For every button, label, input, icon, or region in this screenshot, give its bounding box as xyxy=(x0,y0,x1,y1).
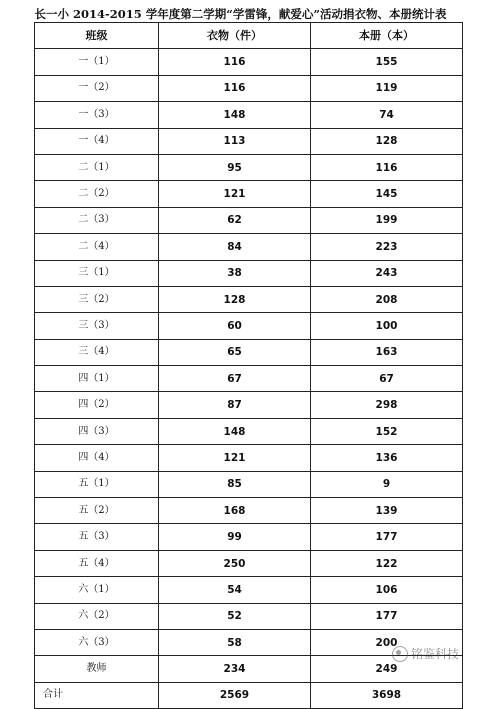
class-cell: 五（1） xyxy=(35,471,159,497)
books-cell: 136 xyxy=(311,445,463,471)
table-row xyxy=(35,366,463,392)
clothes-cell: 116 xyxy=(159,75,311,101)
books-cell: 145 xyxy=(311,181,463,207)
books-cell: 106 xyxy=(311,577,463,603)
class-cell: 四（2） xyxy=(35,392,159,418)
watermark xyxy=(392,645,459,662)
wechat-icon xyxy=(392,646,408,662)
clothes-cell: 87 xyxy=(159,392,311,418)
books-cell: 200 xyxy=(311,629,463,655)
books-cell: 199 xyxy=(311,207,463,233)
class-cell: 一（2） xyxy=(35,75,159,101)
table-header-row xyxy=(35,23,463,49)
total-row xyxy=(35,682,463,708)
table-row xyxy=(35,102,463,128)
books-cell: 298 xyxy=(311,392,463,418)
clothes-cell: 67 xyxy=(159,366,311,392)
table-row xyxy=(35,577,463,603)
books-cell: 243 xyxy=(311,260,463,286)
table-row xyxy=(35,550,463,576)
clothes-cell: 54 xyxy=(159,577,311,603)
clothes-cell: 234 xyxy=(159,656,311,682)
class-cell: 六（1） xyxy=(35,577,159,603)
table-row xyxy=(35,128,463,154)
header-class: 班级 xyxy=(35,23,159,49)
page-title: 长一小 2014-2015 学年度第二学期“学雷锋，献爱心”活动捐衣物、本册统计表 xyxy=(34,7,447,21)
table-row xyxy=(35,260,463,286)
books-cell: 249 xyxy=(311,656,463,682)
books-cell: 152 xyxy=(311,418,463,444)
class-cell: 三（3） xyxy=(35,313,159,339)
clothes-cell: 148 xyxy=(159,418,311,444)
books-cell: 67 xyxy=(311,366,463,392)
class-cell: 五（3） xyxy=(35,524,159,550)
books-cell: 128 xyxy=(311,128,463,154)
table-row xyxy=(35,392,463,418)
table-row xyxy=(35,498,463,524)
clothes-cell: 38 xyxy=(159,260,311,286)
clothes-cell: 168 xyxy=(159,498,311,524)
header-books: 本册（本） xyxy=(311,23,463,49)
class-cell: 六（3） xyxy=(35,629,159,655)
table-row xyxy=(35,471,463,497)
clothes-cell: 58 xyxy=(159,629,311,655)
class-cell: 六（2） xyxy=(35,603,159,629)
table-row xyxy=(35,181,463,207)
class-cell: 四（3） xyxy=(35,418,159,444)
books-cell: 122 xyxy=(311,550,463,576)
class-cell: 教师 xyxy=(35,656,159,682)
books-cell: 163 xyxy=(311,339,463,365)
clothes-cell: 121 xyxy=(159,445,311,471)
clothes-cell: 99 xyxy=(159,524,311,550)
clothes-cell: 65 xyxy=(159,339,311,365)
table-row xyxy=(35,524,463,550)
books-cell: 177 xyxy=(311,524,463,550)
class-cell: 一（3） xyxy=(35,102,159,128)
table-row xyxy=(35,603,463,629)
table-row xyxy=(35,445,463,471)
watermark-text: 铭鉴科技 xyxy=(410,647,459,661)
clothes-cell: 62 xyxy=(159,207,311,233)
table-row xyxy=(35,313,463,339)
table-row xyxy=(35,339,463,365)
class-cell: 四（1） xyxy=(35,366,159,392)
books-cell: 139 xyxy=(311,498,463,524)
donation-table xyxy=(34,22,463,709)
books-cell: 223 xyxy=(311,234,463,260)
books-cell: 74 xyxy=(311,102,463,128)
clothes-cell: 84 xyxy=(159,234,311,260)
class-cell: 二（2） xyxy=(35,181,159,207)
class-cell: 四（4） xyxy=(35,445,159,471)
table-row xyxy=(35,207,463,233)
table-row xyxy=(35,75,463,101)
clothes-cell: 121 xyxy=(159,181,311,207)
books-cell: 177 xyxy=(311,603,463,629)
class-cell: 合计 xyxy=(35,682,159,708)
class-cell: 一（4） xyxy=(35,128,159,154)
class-cell: 三（2） xyxy=(35,286,159,312)
books-cell: 9 xyxy=(311,471,463,497)
class-cell: 二（3） xyxy=(35,207,159,233)
books-cell: 116 xyxy=(311,154,463,180)
class-cell: 五（4） xyxy=(35,550,159,576)
table-row xyxy=(35,418,463,444)
clothes-cell: 2569 xyxy=(159,682,311,708)
class-cell: 三（1） xyxy=(35,260,159,286)
class-cell: 三（4） xyxy=(35,339,159,365)
clothes-cell: 60 xyxy=(159,313,311,339)
books-cell: 119 xyxy=(311,75,463,101)
books-cell: 100 xyxy=(311,313,463,339)
books-cell: 155 xyxy=(311,49,463,75)
clothes-cell: 113 xyxy=(159,128,311,154)
clothes-cell: 128 xyxy=(159,286,311,312)
class-cell: 五（2） xyxy=(35,498,159,524)
clothes-cell: 95 xyxy=(159,154,311,180)
class-cell: 一（1） xyxy=(35,49,159,75)
table-row xyxy=(35,286,463,312)
table-row xyxy=(35,234,463,260)
header-clothes: 衣物（件） xyxy=(159,23,311,49)
clothes-cell: 116 xyxy=(159,49,311,75)
clothes-cell: 250 xyxy=(159,550,311,576)
class-cell: 二（1） xyxy=(35,154,159,180)
books-cell: 208 xyxy=(311,286,463,312)
clothes-cell: 52 xyxy=(159,603,311,629)
books-cell: 3698 xyxy=(311,682,463,708)
class-cell: 二（4） xyxy=(35,234,159,260)
table-row xyxy=(35,49,463,75)
table-row xyxy=(35,154,463,180)
clothes-cell: 148 xyxy=(159,102,311,128)
clothes-cell: 85 xyxy=(159,471,311,497)
